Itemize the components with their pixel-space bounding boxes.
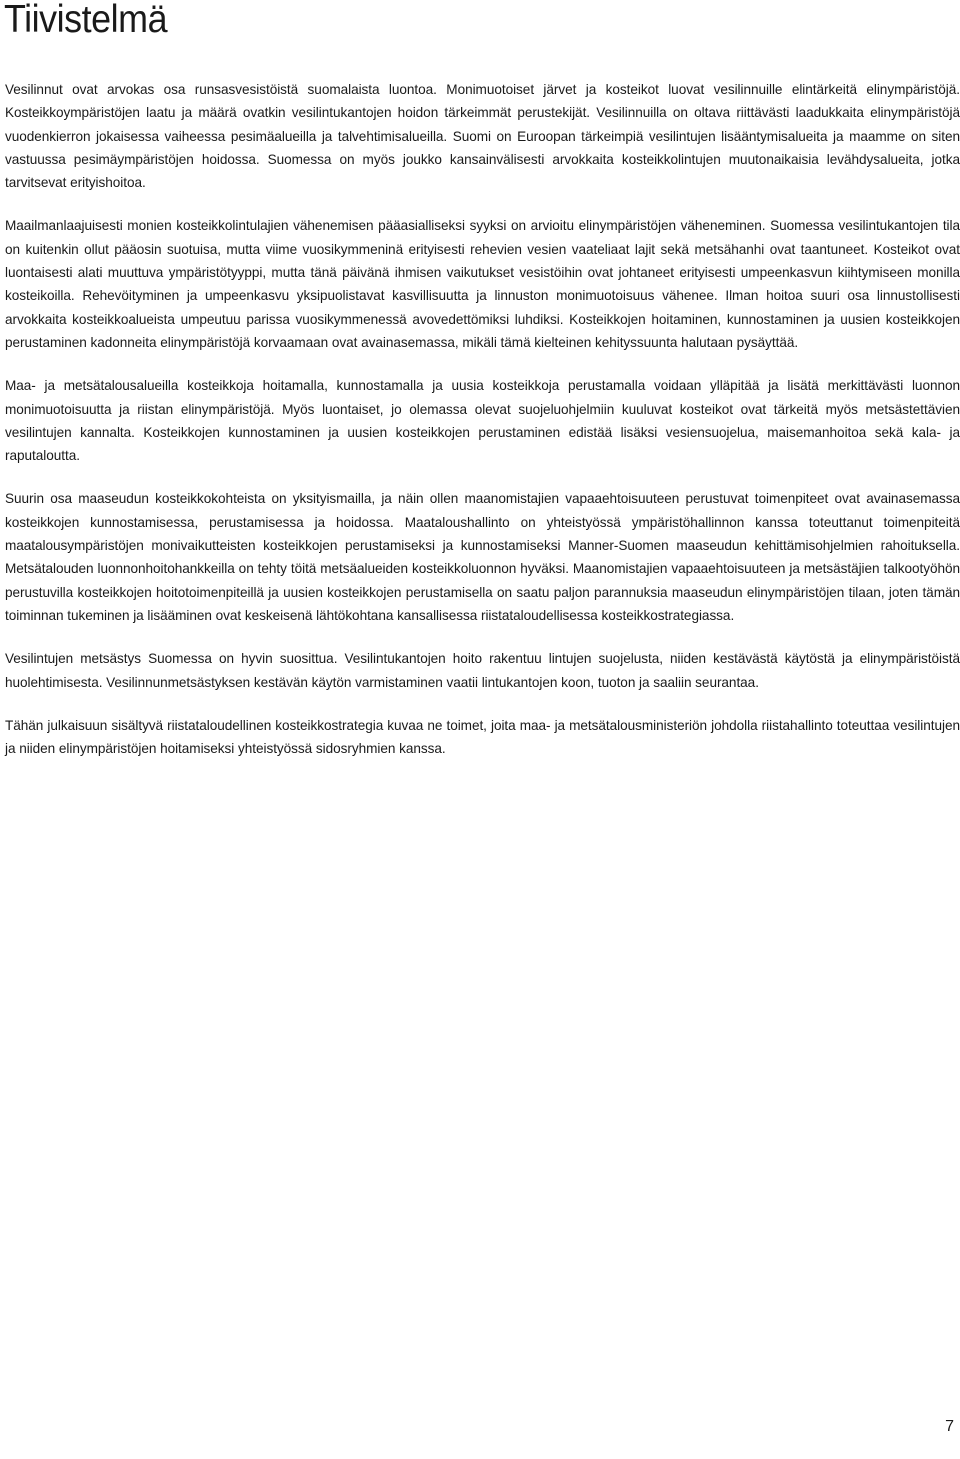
paragraph-agriculture-forestry: Maa- ja metsätalousalueilla kosteikkoja hoitamalla, kunnostamalla ja uusia kosteikkoja perustamalla voidaan ylläpitää ja lisätä merkittävästi luonnon monimuotoisuutta ja riistan elinympäristöjä. Myös luontaiset, jo olemassa olevat suojeluohjelmiin kuuluvat kosteikot ovat tärkeitä myös metsästettävien vesilintujen kannalta. Kosteikkojen kunnostaminen ja uusien kosteikkojen perustaminen edistää lisäksi vesiensuojelua, maisemanhoitoa sekä kala- ja raputaloutta. bbox=[5, 378, 960, 464]
paragraph-landowners: Suurin osa maaseudun kosteikkokohteista on yksityismailla, ja näin ollen maanomistajien vapaaehtoisuuteen perustuvat toimenpiteet ovat avainasemassa kosteikkojen kunnostamisessa, perustamisessa ja hoidossa. Maataloushallinto on yhteistyössä ympäristöhallinnon kanssa toteuttanut toimenpiteitä maatalousympäristöjen monivaikutteisten kosteikkojen perustamiseksi ja kunnostamiseksi Manner-Suomen maaseudun kehittämisohjelmien rahoituksella. Metsätalouden luonnonhoitohankkeilla on tehty töitä metsäalueiden kosteikkoluonnon hyväksi. Maanomistajien vapaaehtoisuuteen ja metsästäjien talkootyöhön perustuvilla kosteikkojen hoitotoimenpiteillä ja uusien kosteikkojen perustamisella on saatu paljon parannuksia maaseudun elinympäristöjen tilaan, joten tämän toiminnan tukeminen ja lisääminen ovat keskeisenä lähtökohtana kansallisessa riistataloudellisessa kosteikkostrategiassa. bbox=[5, 491, 960, 623]
page-number: 7 bbox=[945, 1418, 954, 1435]
page-title: Tiivistelmä bbox=[4, 0, 168, 41]
paragraph-strategy: Tähän julkaisuun sisältyvä riistataloudellinen kosteikkostrategia kuvaa ne toimet, joita maa- ja metsätalousministeriön johdolla riistahallinto toteuttaa vesilintujen ja niiden elinympäristöjen hoitamiseksi yhteistyössä sidosryhmien kanssa. bbox=[5, 717, 960, 757]
paragraph-hunting: Vesilintujen metsästys Suomessa on hyvin suosittua. Vesilintukantojen hoito rakentuu lintujen suojelusta, niiden kestävästä käytöstä ja elinympäristöistä huolehtimisesta. Vesilinnunmetsästyksen kestävän käytön varmistaminen vaatii lintukantojen koon, tuoton ja saaliin seurantaa. bbox=[5, 651, 960, 690]
paragraph-waterfowl-habitats: Vesilinnut ovat arvokas osa runsasvesistöistä suomalaista luontoa. Monimuotoiset järvet ja kosteikot luovat vesilinnuille elintärkeitä elinympäristöjä. Kosteikkoympäristöjen laatu ja määrä ovatkin vesilintukantojen hoidon tärkeimmät perustekijät. Vesilinnuilla on oltava riittävästi laadukkaita elinympäristöjä vuodenkierron jokaisessa vaiheessa pesimäalueilla ja talvehtimisalueilla. Suomi on Euroopan tärkeimpiä vesilintujen lisääntymisalueita ja maamme on siten vastuussa pesimäympäristöjen hoidossa. Suomessa on myös joukko kansainvälisesti arvokkaita kosteikkolintujen muutonaikaisia levähdysalueita, jotka tarvitsevat erityishoitoa. bbox=[5, 82, 960, 191]
paragraph-habitat-loss: Maailmanlaajuisesti monien kosteikkolintulajien vähenemisen pääasialliseksi syyksi on arvioitu elinympäristöjen väheneminen. Suomessa vesilintukantojen tila on kuitenkin ollut pääosin suotuisa, mutta viime vuosikymmeninä erityisesti rehevien vesien vaateliaat lajit sekä metsähanhi ovat taantuneet. Kosteikot ovat luontaisesti alati muuttuva ympäristötyyppi, mutta tänä päivänä ihmisen vaikutukset vesistöihin ovat johtaneet erityisesti umpeenkasvun kiihtymiseen monilla kosteikoilla. Rehevöityminen ja umpeenkasvu yksipuolistavat kasvillisuutta ja linnuston monimuotoisuus vähenee. Ilman hoitoa suuri osa linnustollisesti arvokkaita kosteikkoalueista umpeutuu parissa vuosikymmenessä avovedettömiksi luhdiksi. Kosteikkojen hoitaminen, kunnostaminen ja uusien kosteikkojen perustaminen kadonneita elinympäristöjä korvaamaan ovat avainasemassa, mikäli tämä kielteinen kehityssuunta halutaan pysäyttää. bbox=[5, 218, 960, 350]
summary-body bbox=[5, 78, 960, 780]
